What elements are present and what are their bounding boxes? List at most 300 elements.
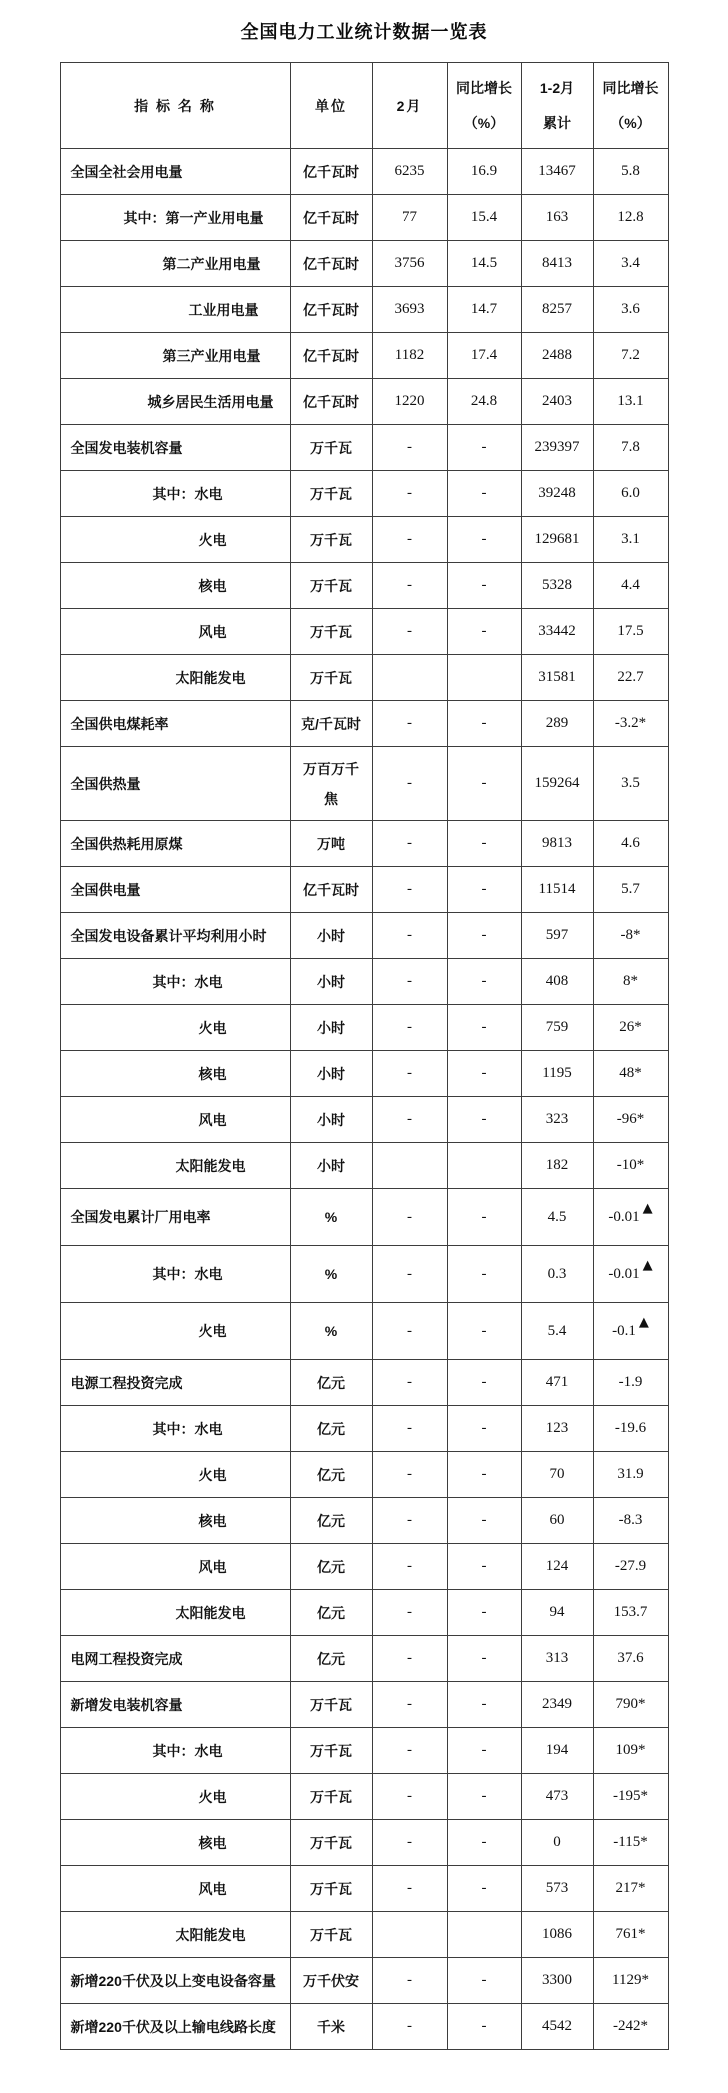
table-row xyxy=(60,1051,668,1097)
col-header-cumulative xyxy=(521,63,593,149)
feb-value-cell: - xyxy=(372,471,447,517)
feb-value-cell: - xyxy=(372,1544,447,1590)
decrease-triangle-icon: ▲ xyxy=(642,1257,653,1273)
yoy-cumulative-value-cell: 48* xyxy=(593,1051,668,1097)
cumulative-value-cell: 13467 xyxy=(521,149,593,195)
yoy-feb-value-cell: - xyxy=(447,1097,521,1143)
unit-cell: 万千瓦 xyxy=(290,1728,372,1774)
col-header-unit xyxy=(290,63,372,149)
yoy-feb-value-cell: - xyxy=(447,1544,521,1590)
indicator-header-label: 指 标 名 称 xyxy=(134,97,216,114)
yoy-cumulative-value-cell: 3.6 xyxy=(593,287,668,333)
yoy-cumulative-value-cell: -3.2* xyxy=(593,701,668,747)
cumulative-value-cell: 0 xyxy=(521,1820,593,1866)
yoy-cumulative-value-cell: -10* xyxy=(593,1143,668,1189)
unit-cell: 亿千瓦时 xyxy=(290,241,372,287)
table-row xyxy=(60,425,668,471)
unit-cell: 亿千瓦时 xyxy=(290,867,372,913)
table-row xyxy=(60,1189,668,1246)
table-row xyxy=(60,1246,668,1303)
indicator-cell: 新增发电装机容量 xyxy=(60,1682,290,1728)
indicator-cell: 火电 xyxy=(60,1774,290,1820)
yoy-feb-value-cell: - xyxy=(447,913,521,959)
cumulative-value-cell: 473 xyxy=(521,1774,593,1820)
indicator-cell: 核电 xyxy=(60,1051,290,1097)
feb-value-cell: 1220 xyxy=(372,379,447,425)
yoy-feb-value-cell xyxy=(447,1912,521,1958)
yoy-feb-value-cell: - xyxy=(447,563,521,609)
table-row xyxy=(60,1820,668,1866)
unit-cell: 亿千瓦时 xyxy=(290,195,372,241)
cumulative-value-cell: 2349 xyxy=(521,1682,593,1728)
feb-value-cell: - xyxy=(372,1303,447,1360)
yoy-cumulative-value-cell: 3.5 xyxy=(593,747,668,821)
yoy-feb-value-cell: 15.4 xyxy=(447,195,521,241)
yoy-cumulative-value-cell: 3.4 xyxy=(593,241,668,287)
table-body xyxy=(60,149,668,2050)
yoy-cumulative-value-cell: -1.9 xyxy=(593,1360,668,1406)
feb-value-cell: - xyxy=(372,1189,447,1246)
unit-cell: 万千瓦 xyxy=(290,425,372,471)
yoy-cumulative-value-cell: -96* xyxy=(593,1097,668,1143)
cumulative-value-cell: 4.5 xyxy=(521,1189,593,1246)
page-title: 全国电力工业统计数据一览表 xyxy=(240,22,488,42)
yoy-feb-value-cell: - xyxy=(447,1774,521,1820)
yoy-cumulative-value-cell: -8* xyxy=(593,913,668,959)
indicator-cell: 风电 xyxy=(60,609,290,655)
yoy-cumulative-value-cell: -0.01▲ xyxy=(593,1246,668,1303)
feb-value-cell: - xyxy=(372,1005,447,1051)
indicator-cell: 新增220千伏及以上变电设备容量 xyxy=(60,1958,290,2004)
yoy-feb-value-cell: - xyxy=(447,1303,521,1360)
indicator-cell: 核电 xyxy=(60,1820,290,1866)
feb-value-cell: - xyxy=(372,2004,447,2050)
feb-value-cell: - xyxy=(372,1097,447,1143)
unit-cell: 万千瓦 xyxy=(290,1866,372,1912)
yoy-feb-value-cell: 16.9 xyxy=(447,149,521,195)
feb-value-cell: - xyxy=(372,1774,447,1820)
yoy-feb-value-cell: - xyxy=(447,2004,521,2050)
yoy-feb-value-cell xyxy=(447,1143,521,1189)
unit-cell: 小时 xyxy=(290,913,372,959)
table-row xyxy=(60,1143,668,1189)
indicator-cell: 第二产业用电量 xyxy=(60,241,290,287)
feb-value-cell: - xyxy=(372,747,447,821)
table-row xyxy=(60,1406,668,1452)
indicator-cell: 电源工程投资完成 xyxy=(60,1360,290,1406)
table-row xyxy=(60,609,668,655)
table-header xyxy=(60,63,668,149)
indicator-cell: 其中：水电 xyxy=(60,959,290,1005)
cumulative-value-cell: 5.4 xyxy=(521,1303,593,1360)
unit-cell: 万千瓦 xyxy=(290,1820,372,1866)
yoy-feb-value-cell: - xyxy=(447,1498,521,1544)
unit-cell: 小时 xyxy=(290,1005,372,1051)
feb-value-cell: - xyxy=(372,821,447,867)
yoy-feb-value-cell: - xyxy=(447,1590,521,1636)
yoy-feb-value-cell: - xyxy=(447,471,521,517)
cumulative-value-cell: 3300 xyxy=(521,1958,593,2004)
unit-cell: 亿千瓦时 xyxy=(290,287,372,333)
table-row xyxy=(60,867,668,913)
unit-cell: % xyxy=(290,1303,372,1360)
yoy-feb-value-cell: - xyxy=(447,747,521,821)
unit-cell: 万千瓦 xyxy=(290,655,372,701)
table-row xyxy=(60,471,668,517)
table-row xyxy=(60,1303,668,1360)
yoy-cumulative-value-cell: 31.9 xyxy=(593,1452,668,1498)
cumulative-value-cell: 60 xyxy=(521,1498,593,1544)
table-row xyxy=(60,333,668,379)
yoy-feb-value-cell: - xyxy=(447,1051,521,1097)
feb-value-cell xyxy=(372,1912,447,1958)
cumulative-value-cell: 323 xyxy=(521,1097,593,1143)
indicator-cell: 其中：水电 xyxy=(60,1406,290,1452)
table-row xyxy=(60,149,668,195)
table-row xyxy=(60,563,668,609)
yoy-feb-value-cell: 24.8 xyxy=(447,379,521,425)
header-row xyxy=(60,63,668,149)
table-row xyxy=(60,2004,668,2050)
yoy-feb-value-cell: - xyxy=(447,1728,521,1774)
yoy-feb-value-cell xyxy=(447,655,521,701)
table-row xyxy=(60,1097,668,1143)
yoy-cumulative-value-cell: 4.4 xyxy=(593,563,668,609)
indicator-cell: 太阳能发电 xyxy=(60,1912,290,1958)
unit-cell: 亿元 xyxy=(290,1452,372,1498)
unit-cell: 亿元 xyxy=(290,1544,372,1590)
cumulative-value-cell: 408 xyxy=(521,959,593,1005)
feb-value-cell: - xyxy=(372,517,447,563)
yoy-cumulative-value-cell: -19.6 xyxy=(593,1406,668,1452)
indicator-cell: 全国全社会用电量 xyxy=(60,149,290,195)
table-row xyxy=(60,1452,668,1498)
cumulative-header-line2: 累计 xyxy=(543,114,571,131)
cumulative-value-cell: 70 xyxy=(521,1452,593,1498)
unit-cell: 万千瓦 xyxy=(290,517,372,563)
cumulative-value-cell: 597 xyxy=(521,913,593,959)
table-row xyxy=(60,1866,668,1912)
table-row xyxy=(60,747,668,821)
yoy-cumulative-header-line2: （%） xyxy=(610,114,651,131)
yoy-feb-value-cell: 14.5 xyxy=(447,241,521,287)
unit-cell: 亿元 xyxy=(290,1406,372,1452)
yoy-cumulative-value-cell: 37.6 xyxy=(593,1636,668,1682)
unit-cell: 万千瓦 xyxy=(290,609,372,655)
yoy-cumulative-value-cell: 109* xyxy=(593,1728,668,1774)
yoy-cumulative-value-cell: 17.5 xyxy=(593,609,668,655)
feb-value-cell: - xyxy=(372,913,447,959)
indicator-cell: 全国供电煤耗率 xyxy=(60,701,290,747)
feb-value-cell: - xyxy=(372,1360,447,1406)
table-row xyxy=(60,1912,668,1958)
feb-value-cell: - xyxy=(372,1866,447,1912)
indicator-cell: 其中：第一产业用电量 xyxy=(60,195,290,241)
table-row xyxy=(60,913,668,959)
yoy-feb-value-cell: - xyxy=(447,1866,521,1912)
feb-value-cell: - xyxy=(372,1452,447,1498)
cumulative-value-cell: 31581 xyxy=(521,655,593,701)
table-row xyxy=(60,1682,668,1728)
feb-value-cell: - xyxy=(372,1728,447,1774)
cumulative-value-cell: 2403 xyxy=(521,379,593,425)
unit-cell: 千米 xyxy=(290,2004,372,2050)
table-row xyxy=(60,379,668,425)
statistics-table xyxy=(60,62,669,2050)
yoy-cumulative-value-cell: 13.1 xyxy=(593,379,668,425)
feb-value-cell: - xyxy=(372,1958,447,2004)
yoy-cumulative-value-cell: 761* xyxy=(593,1912,668,1958)
unit-cell: 小时 xyxy=(290,959,372,1005)
indicator-cell: 火电 xyxy=(60,1452,290,1498)
yoy-cumulative-value-cell: 7.8 xyxy=(593,425,668,471)
indicator-cell: 全国供热量 xyxy=(60,747,290,821)
unit-cell: 小时 xyxy=(290,1097,372,1143)
indicator-cell: 太阳能发电 xyxy=(60,1590,290,1636)
feb-value-cell: - xyxy=(372,959,447,1005)
feb-value-cell: - xyxy=(372,1682,447,1728)
decrease-triangle-icon: ▲ xyxy=(638,1314,649,1330)
yoy-feb-value-cell: - xyxy=(447,1958,521,2004)
table-row xyxy=(60,1774,668,1820)
table-row xyxy=(60,195,668,241)
cumulative-value-cell: 239397 xyxy=(521,425,593,471)
unit-cell: 万千伏安 xyxy=(290,1958,372,2004)
feb-value-cell: - xyxy=(372,1636,447,1682)
yoy-cumulative-value-cell: 8* xyxy=(593,959,668,1005)
feb-value-cell: - xyxy=(372,867,447,913)
cumulative-value-cell: 289 xyxy=(521,701,593,747)
yoy-feb-value-cell: - xyxy=(447,1636,521,1682)
yoy-feb-header-line2: （%） xyxy=(463,114,505,131)
feb-value-cell: - xyxy=(372,563,447,609)
indicator-cell: 风电 xyxy=(60,1866,290,1912)
cumulative-value-cell: 5328 xyxy=(521,563,593,609)
yoy-feb-value-cell: - xyxy=(447,1682,521,1728)
feb-value-cell: - xyxy=(372,701,447,747)
unit-cell: 克/千瓦时 xyxy=(290,701,372,747)
unit-cell: 小时 xyxy=(290,1143,372,1189)
table-row xyxy=(60,241,668,287)
unit-cell: % xyxy=(290,1189,372,1246)
unit-cell: 万百万千焦 xyxy=(290,747,372,821)
cumulative-value-cell: 129681 xyxy=(521,517,593,563)
yoy-feb-value-cell: - xyxy=(447,1189,521,1246)
feb-value-cell: - xyxy=(372,1820,447,1866)
table-row xyxy=(60,1590,668,1636)
indicator-cell: 核电 xyxy=(60,1498,290,1544)
indicator-cell: 火电 xyxy=(60,1303,290,1360)
indicator-cell: 城乡居民生活用电量 xyxy=(60,379,290,425)
yoy-cumulative-value-cell: 5.7 xyxy=(593,867,668,913)
yoy-feb-value-cell: - xyxy=(447,1005,521,1051)
unit-cell: 万千瓦 xyxy=(290,1912,372,1958)
feb-header-label: 2月 xyxy=(396,97,423,114)
unit-cell: 万吨 xyxy=(290,821,372,867)
unit-cell: 亿千瓦时 xyxy=(290,333,372,379)
yoy-cumulative-value-cell: -0.1▲ xyxy=(593,1303,668,1360)
yoy-feb-header-line1: 同比增长 xyxy=(456,80,512,97)
cumulative-value-cell: 1195 xyxy=(521,1051,593,1097)
indicator-cell: 全国发电设备累计平均利用小时 xyxy=(60,913,290,959)
indicator-cell: 电网工程投资完成 xyxy=(60,1636,290,1682)
table-row xyxy=(60,1360,668,1406)
unit-cell: 亿千瓦时 xyxy=(290,149,372,195)
cumulative-value-cell: 0.3 xyxy=(521,1246,593,1303)
unit-cell: 亿千瓦时 xyxy=(290,379,372,425)
table-row xyxy=(60,1958,668,2004)
indicator-cell: 太阳能发电 xyxy=(60,1143,290,1189)
indicator-cell: 工业用电量 xyxy=(60,287,290,333)
unit-cell: 万千瓦 xyxy=(290,1682,372,1728)
feb-value-cell xyxy=(372,655,447,701)
indicator-cell: 新增220千伏及以上输电线路长度 xyxy=(60,2004,290,2050)
indicator-cell: 其中：水电 xyxy=(60,471,290,517)
yoy-cumulative-value-cell: 26* xyxy=(593,1005,668,1051)
cumulative-value-cell: 1086 xyxy=(521,1912,593,1958)
yoy-feb-value-cell: - xyxy=(447,959,521,1005)
feb-value-cell: - xyxy=(372,1590,447,1636)
indicator-cell: 风电 xyxy=(60,1544,290,1590)
yoy-cumulative-value-cell: -8.3 xyxy=(593,1498,668,1544)
feb-value-cell: 1182 xyxy=(372,333,447,379)
indicator-cell: 火电 xyxy=(60,1005,290,1051)
yoy-feb-value-cell: - xyxy=(447,1452,521,1498)
yoy-feb-value-cell: - xyxy=(447,1360,521,1406)
feb-value-cell: - xyxy=(372,425,447,471)
feb-value-cell: - xyxy=(372,1051,447,1097)
feb-value-cell xyxy=(372,1143,447,1189)
table-row xyxy=(60,701,668,747)
yoy-feb-value-cell: - xyxy=(447,517,521,563)
cumulative-value-cell: 8413 xyxy=(521,241,593,287)
unit-cell: 万千瓦 xyxy=(290,1774,372,1820)
feb-value-cell: - xyxy=(372,1498,447,1544)
cumulative-value-cell: 313 xyxy=(521,1636,593,1682)
indicator-cell: 太阳能发电 xyxy=(60,655,290,701)
feb-value-cell: 6235 xyxy=(372,149,447,195)
col-header-yoy-cumulative xyxy=(593,63,668,149)
unit-cell: 亿元 xyxy=(290,1636,372,1682)
unit-cell: 小时 xyxy=(290,1051,372,1097)
yoy-cumulative-value-cell: -0.01▲ xyxy=(593,1189,668,1246)
feb-value-cell: - xyxy=(372,1406,447,1452)
cumulative-value-cell: 573 xyxy=(521,1866,593,1912)
table-row xyxy=(60,959,668,1005)
feb-value-cell: 3756 xyxy=(372,241,447,287)
col-header-indicator xyxy=(60,63,290,149)
yoy-cumulative-value-cell: 6.0 xyxy=(593,471,668,517)
unit-cell: 万千瓦 xyxy=(290,563,372,609)
yoy-cumulative-header-line1: 同比增长 xyxy=(602,80,659,97)
col-header-yoy-feb xyxy=(447,63,521,149)
yoy-feb-value-cell: - xyxy=(447,867,521,913)
indicator-cell: 全国发电累计厂用电率 xyxy=(60,1189,290,1246)
yoy-feb-value-cell: - xyxy=(447,1820,521,1866)
cumulative-value-cell: 11514 xyxy=(521,867,593,913)
feb-value-cell: 77 xyxy=(372,195,447,241)
cumulative-value-cell: 159264 xyxy=(521,747,593,821)
table-row xyxy=(60,1728,668,1774)
yoy-feb-value-cell: - xyxy=(447,701,521,747)
cumulative-header-line1: 1-2月 xyxy=(539,80,575,97)
yoy-cumulative-value-cell: 3.1 xyxy=(593,517,668,563)
table-row xyxy=(60,1005,668,1051)
cumulative-value-cell: 124 xyxy=(521,1544,593,1590)
indicator-cell: 第三产业用电量 xyxy=(60,333,290,379)
yoy-cumulative-value-cell: -115* xyxy=(593,1820,668,1866)
yoy-feb-value-cell: 14.7 xyxy=(447,287,521,333)
indicator-cell: 风电 xyxy=(60,1097,290,1143)
yoy-feb-value-cell: 17.4 xyxy=(447,333,521,379)
cumulative-value-cell: 4542 xyxy=(521,2004,593,2050)
yoy-cumulative-value-cell: -195* xyxy=(593,1774,668,1820)
cumulative-value-cell: 2488 xyxy=(521,333,593,379)
yoy-cumulative-value-cell: 1129* xyxy=(593,1958,668,2004)
yoy-cumulative-value-cell: 4.6 xyxy=(593,821,668,867)
unit-cell: % xyxy=(290,1246,372,1303)
indicator-cell: 全国供热耗用原煤 xyxy=(60,821,290,867)
yoy-feb-value-cell: - xyxy=(447,1246,521,1303)
indicator-cell: 全国发电装机容量 xyxy=(60,425,290,471)
yoy-feb-value-cell: - xyxy=(447,425,521,471)
col-header-feb xyxy=(372,63,447,149)
table-row xyxy=(60,1636,668,1682)
cumulative-value-cell: 759 xyxy=(521,1005,593,1051)
indicator-cell: 核电 xyxy=(60,563,290,609)
table-row xyxy=(60,821,668,867)
yoy-feb-value-cell: - xyxy=(447,821,521,867)
cumulative-value-cell: 9813 xyxy=(521,821,593,867)
cumulative-value-cell: 8257 xyxy=(521,287,593,333)
cumulative-value-cell: 194 xyxy=(521,1728,593,1774)
cumulative-value-cell: 33442 xyxy=(521,609,593,655)
yoy-cumulative-value-cell: -242* xyxy=(593,2004,668,2050)
yoy-cumulative-value-cell: 153.7 xyxy=(593,1590,668,1636)
table-row xyxy=(60,1498,668,1544)
cumulative-value-cell: 94 xyxy=(521,1590,593,1636)
table-row xyxy=(60,287,668,333)
cumulative-value-cell: 123 xyxy=(521,1406,593,1452)
feb-value-cell: 3693 xyxy=(372,287,447,333)
unit-cell: 亿元 xyxy=(290,1498,372,1544)
yoy-cumulative-value-cell: 22.7 xyxy=(593,655,668,701)
yoy-cumulative-value-cell: 217* xyxy=(593,1866,668,1912)
cumulative-value-cell: 39248 xyxy=(521,471,593,517)
yoy-cumulative-value-cell: 5.8 xyxy=(593,149,668,195)
unit-header-label: 单位 xyxy=(315,97,347,114)
yoy-cumulative-value-cell: 12.8 xyxy=(593,195,668,241)
indicator-cell: 火电 xyxy=(60,517,290,563)
feb-value-cell: - xyxy=(372,1246,447,1303)
unit-cell: 亿元 xyxy=(290,1360,372,1406)
indicator-cell: 其中：水电 xyxy=(60,1246,290,1303)
unit-cell: 万千瓦 xyxy=(290,471,372,517)
yoy-cumulative-value-cell: 790* xyxy=(593,1682,668,1728)
cumulative-value-cell: 163 xyxy=(521,195,593,241)
indicator-cell: 其中：水电 xyxy=(60,1728,290,1774)
cumulative-value-cell: 471 xyxy=(521,1360,593,1406)
table-row xyxy=(60,655,668,701)
yoy-feb-value-cell: - xyxy=(447,609,521,655)
yoy-feb-value-cell: - xyxy=(447,1406,521,1452)
yoy-cumulative-value-cell: -27.9 xyxy=(593,1544,668,1590)
feb-value-cell: - xyxy=(372,609,447,655)
yoy-cumulative-value-cell: 7.2 xyxy=(593,333,668,379)
indicator-cell: 全国供电量 xyxy=(60,867,290,913)
table-row xyxy=(60,517,668,563)
table-row xyxy=(60,1544,668,1590)
